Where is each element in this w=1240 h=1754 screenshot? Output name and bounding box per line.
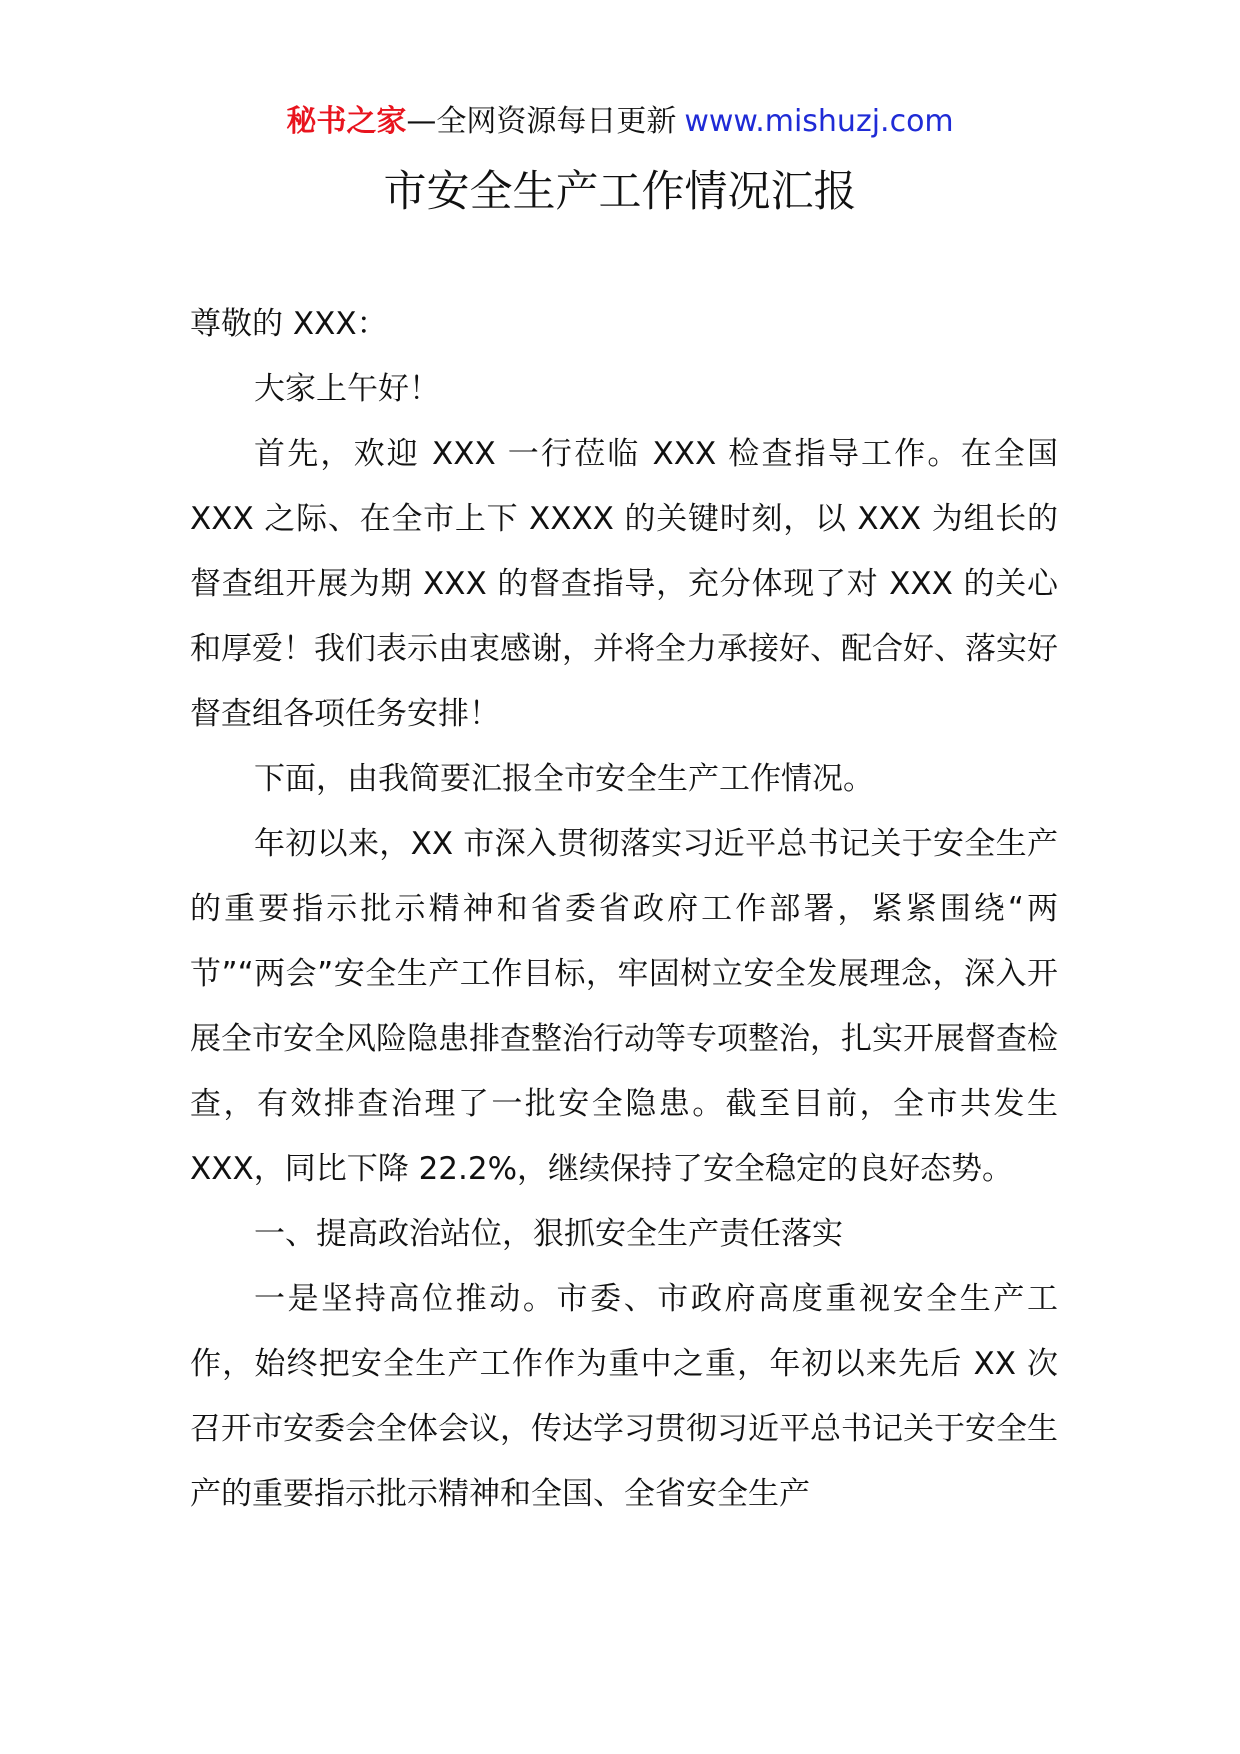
paragraph-summary: 年初以来，XX 市深入贯彻落实习近平总书记关于安全生产的重要指示批示精神和省委省政府工作部署，紧紧围绕“两节”“两会”安全生产工作目标，牢固树立安全发展理念，深入开展全市安全风险隐患排查整治行动等专项整治，扎实开展督查检查，有效排查治理了一批安全隐患。截至目前，全市共发生 XXX，同比下降 22.2%，继续保持了安全稳定的良好态势。 <box>190 826 1058 1187</box>
document-body <box>190 292 1058 1527</box>
paragraph-intro: 下面，由我简要汇报全市安全生产工作情况。 <box>254 761 874 797</box>
document-title: 市安全生产工作情况汇报 <box>383 167 857 217</box>
site-banner <box>0 100 1240 144</box>
banner-site-url[interactable]: www.mishuzj.com <box>684 104 954 139</box>
salutation: 尊敬的 XXX： <box>190 306 388 342</box>
paragraph-point-1: 一是坚持高位推动。市委、市政府高度重视安全生产工作，始终把安全生产工作作为重中之重，年初以来先后 XX 次召开市安委会全体会议，传达学习贯彻习近平总书记关于安全生产的重要指示批示精神和全国、全省安全生产 <box>190 1281 1058 1512</box>
section-heading-1: 一、提高政治站位，狠抓安全生产责任落实 <box>254 1216 843 1252</box>
banner-brand: 秘书之家 <box>286 104 407 139</box>
paragraph-welcome: 首先，欢迎 XXX 一行莅临 XXX 检查指导工作。在全国 XXX 之际、在全市上下 XXXX 的关键时刻，以 XXX 为组长的督查组开展为期 XXX 的督查指导，充分体现了对 XXX 的关心和厚爱！我们表示由衷感谢，并将全力承接好、配合好、落实好督查组各项任务安排！ <box>190 436 1058 732</box>
banner-tagline: —全网资源每日更新 <box>406 104 677 139</box>
paragraph-greeting: 大家上午好！ <box>254 371 440 407</box>
